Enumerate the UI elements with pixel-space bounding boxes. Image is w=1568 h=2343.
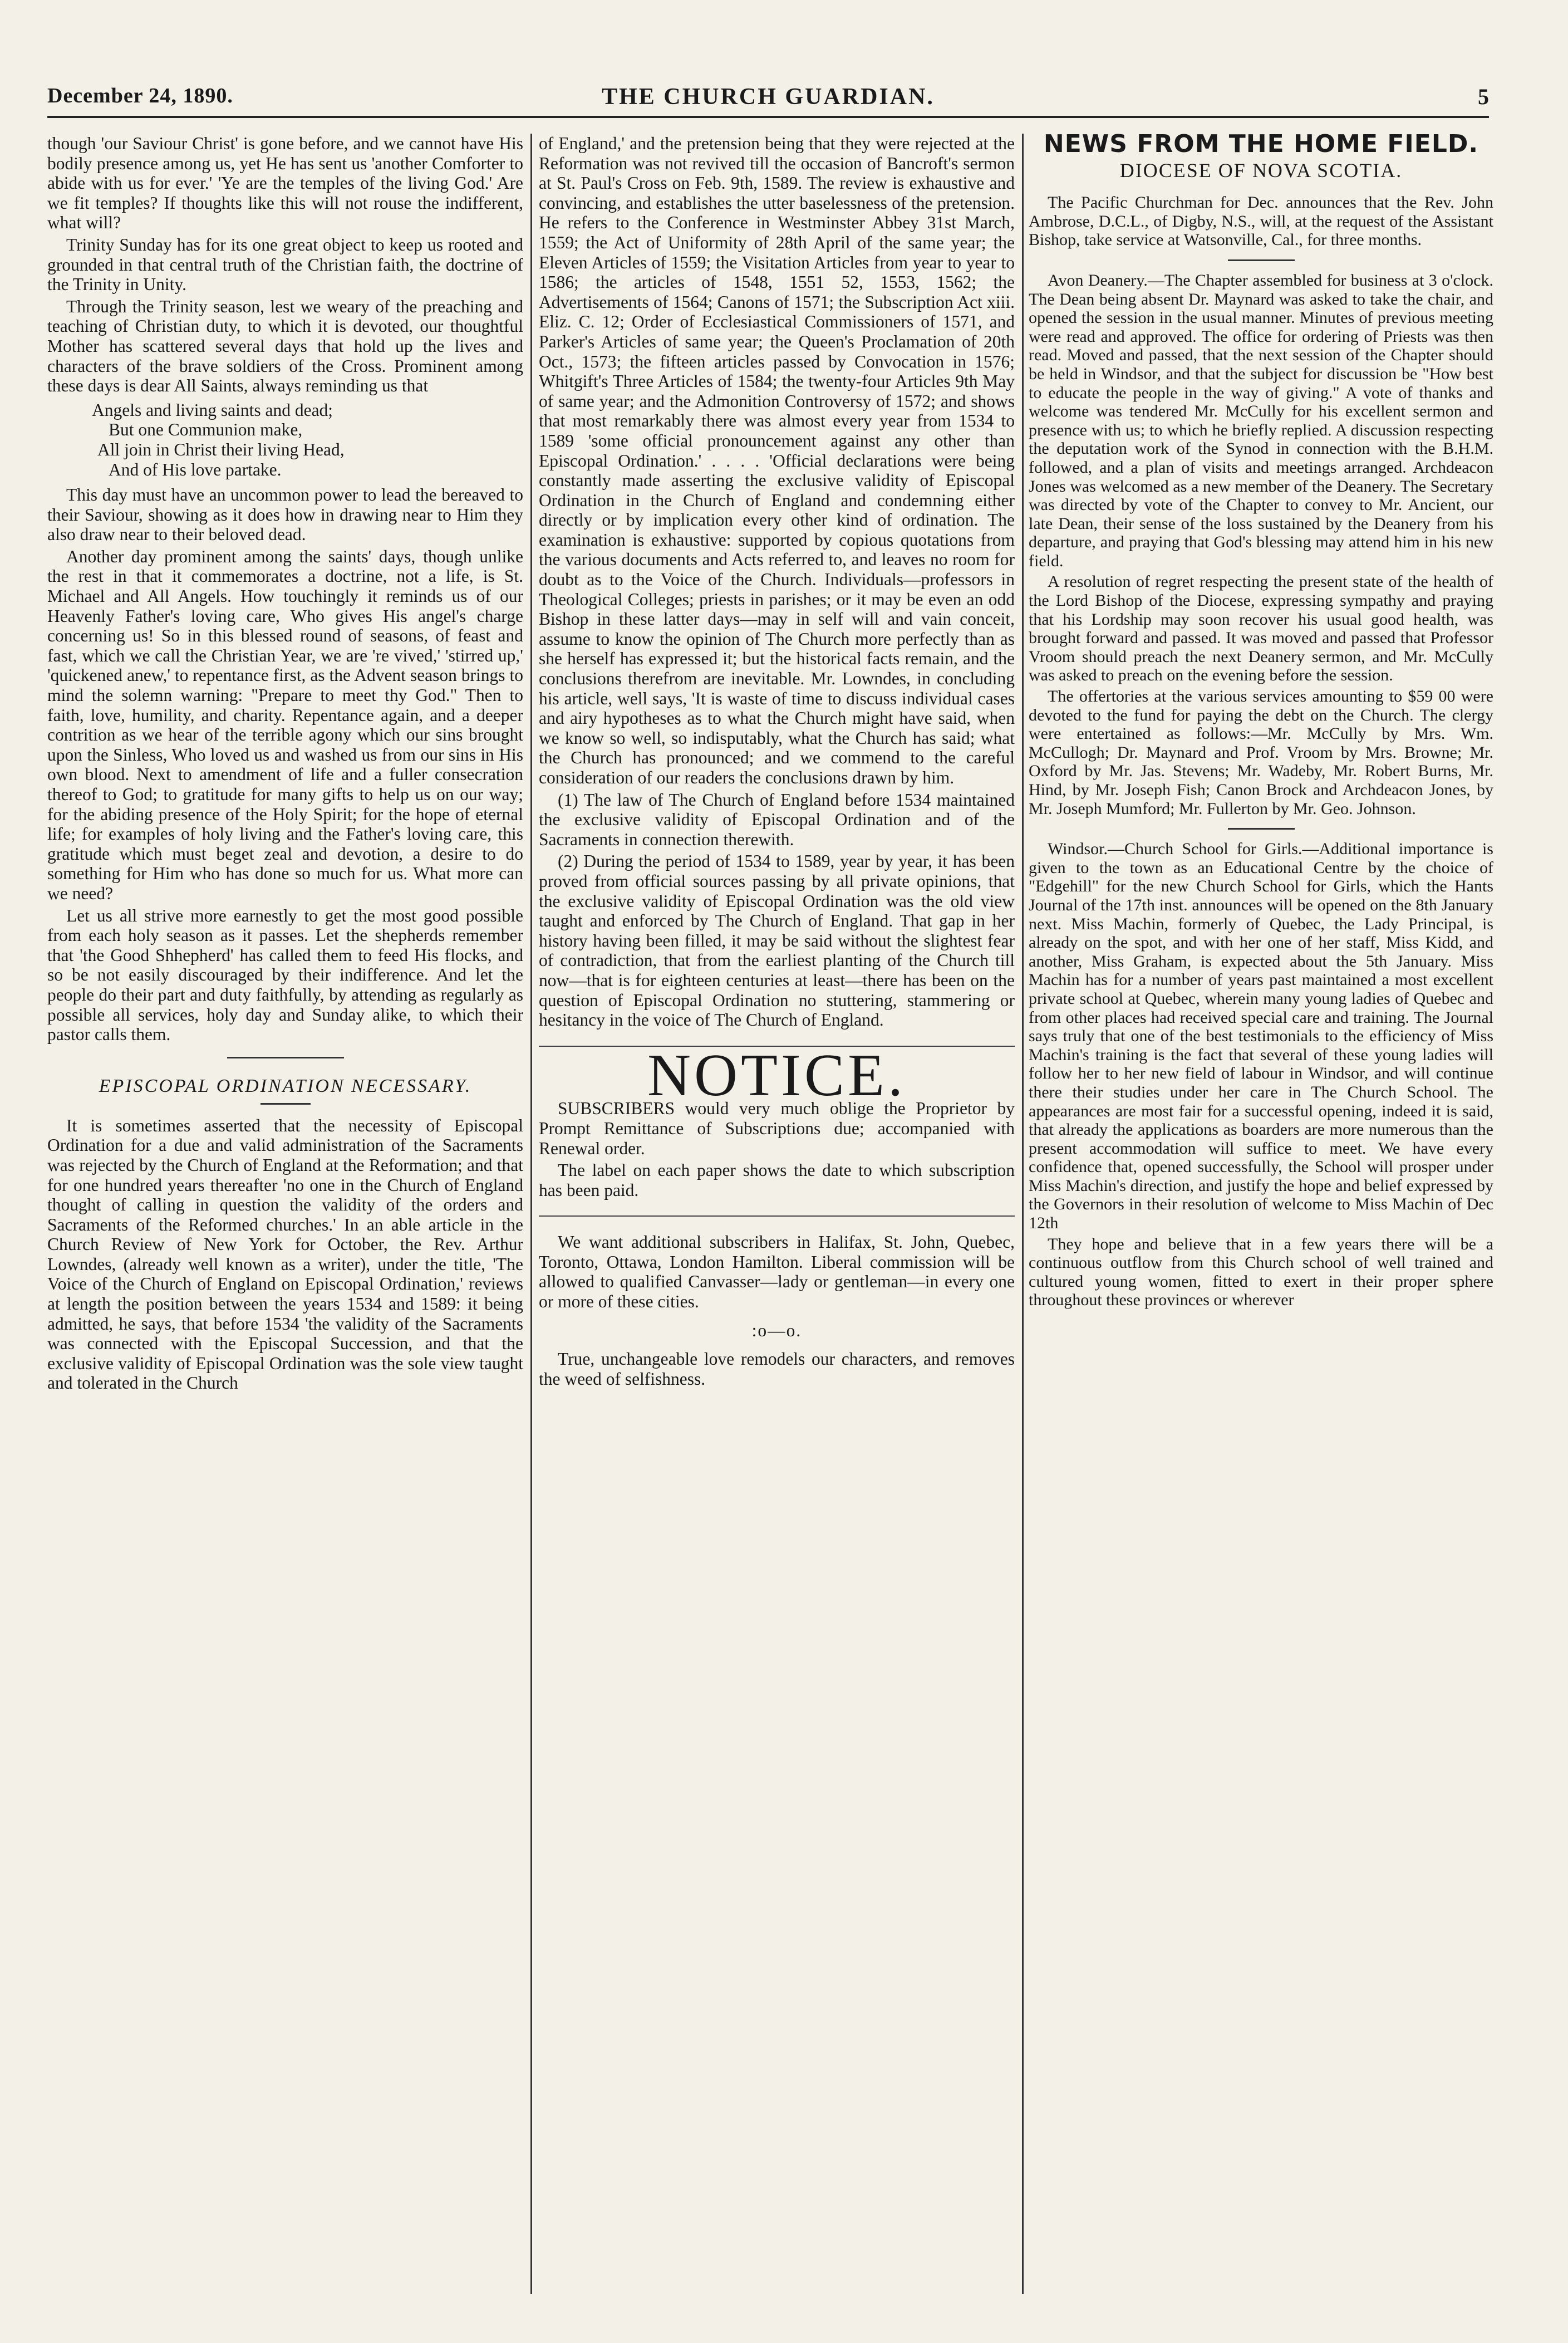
hymn-verse [47,400,523,479]
news-paragraph: Avon Deanery.—The Chapter assembled for business at 3 o'clock. The Dean being absent Dr. Maynard was asked to take the chair, and opened the session in the usual manner. Minutes of previous meeting were read and approved. The office for ordering of Priests was then read. Moved and passed, that the next session of the Chapter should be held in Windsor, and that the subject for discussion be "How best to educate the people in the way of giving." A vote of thanks and welcome was tendered Mr. McCully for his excellent sermon and presence with us; to which he briefly replied. A discussion respecting the deputation work of the Synod in connection with the B.H.M. followed, and a plan of visits and meetings arranged. Archdeacon Jones was welcomed as a new member of the Deanery. The Secretary was directed by vote of the Chapter to convey to Mr. Ancient, our late Dean, their sense of the loss sustained by the Deanery from his departure, and praying that God's blessing may attend him in his new field. [1029,271,1493,570]
page-header [47,84,1489,117]
notice-divider [539,1215,1015,1217]
article-paragraph: Let us all strive more earnestly to get the most good possible from each holy season as it passes. Let the shepherds remember that 'the Good Shhepherd' has called them to feed His flocks, and so be not easily discouraged by their indifference. And let the people do their part and duty faithfully, by attending as regularly as possible all services, holy day and Sunday alike, to which their pastor calls them. [47,905,523,1045]
news-paragraph: The Pacific Churchman for Dec. announces that the Rev. John Ambrose, D.C.L., of Digby, N.S., will, at the request of the Assistant Bishop, take service at Watsonville, Cal., for three months. [1029,193,1493,249]
header-rule [47,116,1489,118]
notice-paragraph: SUBSCRIBERS would very much oblige the Proprietor by Prompt Remittance of Subscriptions due; accompanied with Renewal order. [539,1099,1015,1158]
item-divider [1228,828,1295,830]
news-heading: NEWS FROM THE HOME FIELD. [1043,134,1479,158]
news-paragraph: Windsor.—Church School for Girls.—Additional importance is given to the town as an Educational Centre by the choice of "Edgehill" for the new Church School for Girls, which the Hants Journal of the 17th inst. announces will be opened on the 8th January next. Miss Machin, formerly of Quebec, the Lady Principal, is already on the spot, and with her one of her staff, Miss Kidd, and another, Miss Graham, is expected about the 5th January. Miss Machin has for a number of years past maintained a most excellent private school at Quebec, wherein many young ladies of Quebec and from other places had received special care and training. The Journal says truly that one of the best testimonials to the efficiency of Miss Machin's training is the fact that several of these young ladies will follow her to her new field of labour in Windsor, and will continue there their studies under her care in The Church School. The appearances are most fair for a successful opening, indeed it is said, that already the applications as boarders are more numerous than the present accommodation will suffice to meet. We have every confidence that, opened successfully, the School will prosper under Miss Machin's direction, and justify the hope and belief expressed by the Governors in their resolution of welcome to Miss Machin of Dec 12th [1029,840,1493,1233]
item-divider [1228,259,1295,261]
section-divider [227,1057,344,1058]
diocese-subheading: DIOCESE OF NOVA SCOTIA. [1119,159,1403,182]
notice-paragraph: We want additional subscribers in Halifax, St. John, Quebec, Toronto, Ottawa, London Hamilton. Liberal commission will be allowed to qualified Canvasser—lady or gentleman—in every one or more of these cities. [539,1232,1015,1312]
article-paragraph: of England,' and the pretension being that they were rejected at the Reformation was not revived till the occasion of Bancroft's sermon at St. Paul's Cross on Feb. 9th, 1589. The review is exhaustive and convincing, and establishes the utter baselessness of the pretension. He refers to the Conference in Westminster Abbey 31st March, 1559; the Act of Uniformity of 28th April of the same year; the Eleven Articles of 1559; the Visitation Articles from year to year to 1586; the articles of 1548, 1551 52, 1553, 1562; the Advertisements of 1564; Canons of 1571; the Subscription Act xiii. Eliz. C. 12; Order of Ecclesiastical Commissioners of 1571, and Parker's Articles of same year; the Queen's Proclamation of 20th Oct., 1573; the fifteen articles passed by Convocation in 1576; Whitgift's Three Articles of 1584; the twenty-four Articles 9th May of same year; and the Admonition Controversy of 1572; and shows that most remarkably there was almost every year from 1534 to 1589 'some official pronouncement against any other than Episcopal Ordination.' . . . . 'Official declarations were being constantly made asserting the exclusive validity of Episcopal Ordination in the Church of England and condemning either directly or by implication every other kind of ordination. The examination is exhaustive: supported by copious quotations from the various documents and Acts referred to, and leaves no room for doubt as to the Voice of the Church. Individuals—professors in Theological Colleges; priests in parishes; or it may be even an odd Bishop in these latter days—may in self will and vain conceit, assume to know the opinion of The Church more perfectly than as she herself has expressed it; but the historical facts remain, and the conclusions therefrom are inevitable. Mr. Lowndes, in concluding his article, well says, 'It is waste of time to discuss individual cases and airy hypotheses as to what the Church might have said, when we know so well, so indisputably, what the Church has said; what the Church has pronounced; and we commend to the careful consideration of our readers the conclusions drawn by him. [539,134,1015,787]
article-paragraph: (1) The law of The Church of England before 1534 maintained the exclusive validity of Episcopal Ordination and of the Sacraments in connection therewith. [539,790,1015,849]
article-paragraph: It is sometimes asserted that the necessity of Episcopal Ordination for a due and valid administration of the Sacraments was rejected by the Church of England at the Reformation; and that for one hundred years thereafter 'no one in the Church of England thought of calling in question the validity of the orders and Sacraments of the Reformed churches.' In an able article in the Church Review of New York for October, the Rev. Arthur Lowndes, (already well known as a writer), under the title, 'The Voice of the Church of England on Episcopal Ordination,' reviews at length the position between the years 1534 and 1589: it being admitted, he says, that before 1534 'the validity of the Sacraments was connected with the Episcopal Succession, and that the exclusive validity of Episcopal Ordination was the sole view taught and tolerated in the Church [47,1115,523,1393]
news-paragraph: The offertories at the various services amounting to $59 00 were devoted to the fund for paying the debt on the Church. The clergy were entertained as follows:—Mr. McCully by Mrs. Wm. McCullogh; Dr. Maynard and Prof. Vroom by Mrs. Browne; Mr. Oxford by Mr. Jas. Stevens; Mr. Wadeby, Mr. Robert Burns, Mr. Hind, by Mr. Joseph Fish; Canon Brock and Archdeacon Jones, by Mr. Joseph Mumford; Mr. Fullerton by Mr. Geo. Johnson. [1029,687,1493,818]
masthead-title: THE CHURCH GUARDIAN. [602,84,935,110]
article-paragraph: though 'our Saviour Christ' is gone before, and we cannot have His bodily presence among us, yet He has sent us 'another Comforter to abide with us for ever.' 'Ye are the temples of the living God.' Are we fit temples? If thoughts like this will not rouse the indifferent, what will? [47,134,523,233]
column-divider [1022,134,1024,2294]
notice-paragraph: The label on each paper shows the date to which subscription has been paid. [539,1160,1015,1200]
column-divider [530,134,532,2294]
section-title: EPISCOPAL ORDINATION NECESSARY. [99,1075,472,1096]
notice-heading: NOTICE. [647,1042,906,1109]
title-underline [260,1103,311,1105]
verse-line: But one Communion make, [109,420,303,440]
article-paragraph: This day must have an uncommon power to lead the bereaved to their Saviour, showing as it does how in drawing near to Him they also draw near to their beloved dead. [47,485,523,545]
article-paragraph: Trinity Sunday has for its one great object to keep us rooted and grounded in that central truth of the Christian faith, the doctrine of the Trinity in Unity. [47,234,523,295]
issue-date: December 24, 1890. [47,84,233,107]
news-paragraph: They hope and believe that in a few years there will be a continuous outflow from this Church school of well trained and cultured young women, fitted to exert in their proper sphere throughout these provinces or wherever [1029,1234,1493,1310]
column-1 [47,134,523,2305]
verse-line: Angels and living saints and dead; [92,400,333,420]
news-paragraph: A resolution of regret respecting the present state of the health of the Lord Bishop of the Diocese, expressing sympathy and praying that his Lordship may soon recover his usual good health, was brought forward and passed. It was moved and passed that Professor Vroom should preach the next Deanery sermon, and Mr. McCully was asked to preach on the evening before the session. [1029,572,1493,685]
article-paragraph: (2) During the period of 1534 to 1589, year by year, it has been proved from official sources passing by all private opinions, that the exclusive validity of Episcopal Ordination was the old view taught and enforced by The Church of England. That gap in her history having been filled, it may be said without the slightest fear of contradiction, that from the earliest planting of the Church till now—that is for eighteen centuries at least—there has been on the question of Episcopal Ordination no stuttering, stammering or hesitancy in the voice of The Church of England. [539,851,1015,1030]
verse-line: And of His love partake. [109,459,282,479]
column-3 [1029,134,1493,2305]
ornament-divider: :o—o. [751,1320,802,1340]
page-number: 5 [1478,84,1489,109]
column-2 [539,134,1015,2305]
verse-line: All join in Christ their living Head, [97,439,345,459]
article-paragraph: Through the Trinity season, lest we weary of the preaching and teaching of Christian duty, to which it is devoted, our thoughtful Mother has scattered several days that hold up the lives and characters of the brave soldiers of the Cross. Prominent among these days is dear All Saints, always reminding us that [47,296,523,396]
article-paragraph: Another day prominent among the saints' days, though unlike the rest in that it commemorates a doctrine, not a life, is St. Michael and All Angels. How touchingly it reminds us of our Heavenly Father's loving care, Who gives His angel's charge concerning us! So in this blessed round of seasons, of feast and fast, which we call the Christian Year, we are 're vived,' 'stirred up,' 'quickened anew,' to repentance first, as the Advent season brings to mind the solemn warning: "Prepare to meet thy God." Then to faith, love, humility, and charity. Repentance again, and a deeper contrition as we hear of the terrible agony which our sins brought upon the Sinless, Who loved us and washed us from our sins in His own blood. Next to amendment of life and a fuller consecration thereof to God; to gratitude for many gifts to help us on our way; for the abiding presence of the Holy Spirit; for the hope of eternal life; for examples of holy living and the Father's loving care, this gratitude which must beget zeal and devotion, a desire to do something for Him who has done so much for us. What more can we need? [47,546,523,903]
notice-paragraph: True, unchangeable love remodels our characters, and removes the weed of selfishness. [539,1349,1015,1389]
